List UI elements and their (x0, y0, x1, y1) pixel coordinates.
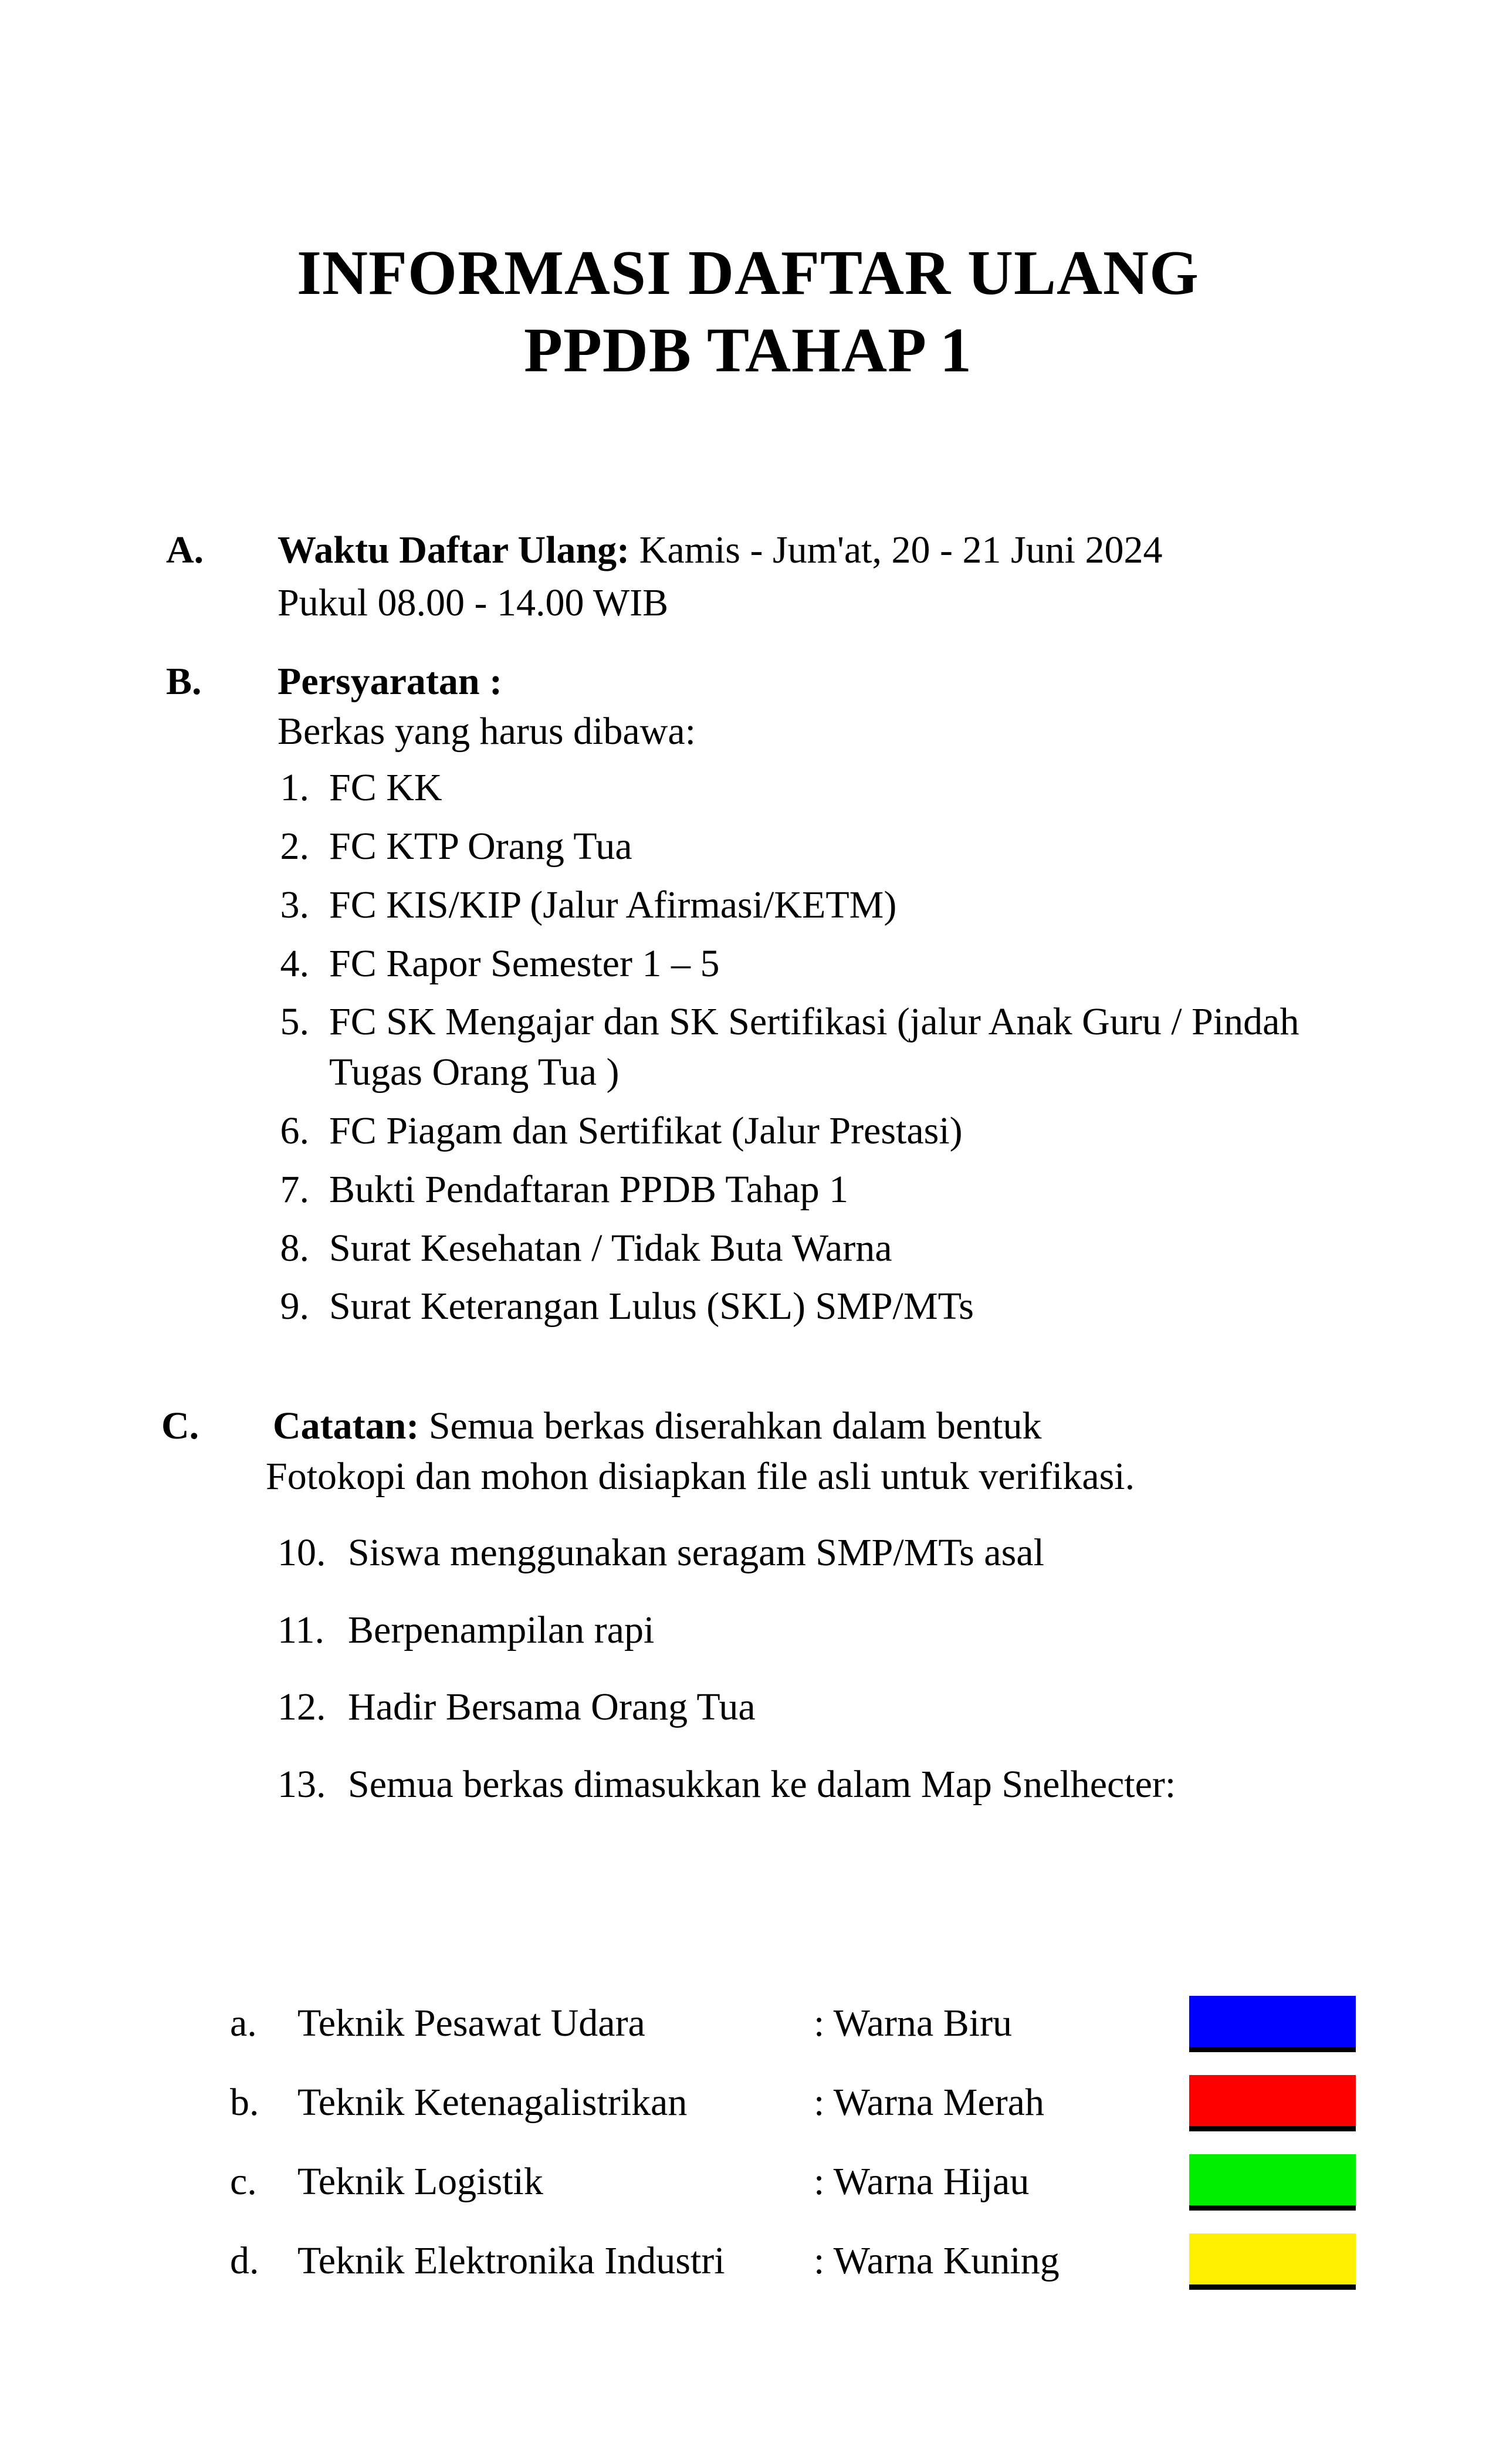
note-text: Berpenampilan rapi (348, 1608, 655, 1651)
note-item (273, 1682, 1402, 1732)
requirement-number: 4. (280, 942, 309, 985)
page-title-line-2: PPDB TAHAP 1 (523, 315, 973, 385)
requirement-item (277, 763, 1414, 813)
color-key-marker: c. (230, 2160, 257, 2204)
section-b (0, 656, 1496, 1332)
notes-list (273, 1528, 1402, 1810)
requirement-number: 1. (280, 766, 309, 810)
section-c-label: Catatan: (273, 1404, 419, 1448)
spacer-a-b (0, 628, 1496, 656)
section-a-body (277, 525, 1496, 628)
page-title (0, 235, 1496, 390)
color-key-list (0, 1984, 1496, 2301)
section-a-label: Waktu Daftar Ulang: (277, 529, 630, 571)
spacer-b-c (0, 1332, 1496, 1401)
note-item (273, 1759, 1402, 1810)
section-b-label: Persyaratan : (277, 659, 503, 703)
section-c-line-2: Fotokopi dan mohon disiapkan file asli untuk verifikasi. (266, 1454, 1135, 1498)
requirement-item (277, 939, 1414, 989)
note-item (273, 1605, 1402, 1656)
color-key-row (0, 2063, 1496, 2143)
color-key-program: Teknik Pesawat Udara (297, 2002, 645, 2045)
requirement-number: 6. (280, 1109, 309, 1152)
page-title-line-1: INFORMASI DAFTAR ULANG (296, 238, 1199, 308)
requirement-text: FC KTP Orang Tua (329, 824, 632, 868)
color-key-program: Teknik Elektronika Industri (297, 2239, 725, 2283)
requirement-text: Surat Keterangan Lulus (SKL) SMP/MTs (329, 1285, 974, 1328)
requirements-list (277, 763, 1414, 1332)
requirement-item (277, 1165, 1414, 1215)
note-text: Semua berkas dimasukkan ke dalam Map Snelhecter: (348, 1763, 1176, 1806)
section-c-value: Semua berkas diserahkan dalam bentuk (419, 1404, 1042, 1448)
requirement-text: FC KIS/KIP (Jalur Afirmasi/KETM) (329, 883, 897, 926)
requirement-text: FC Piagam dan Sertifikat (Jalur Prestasi) (329, 1109, 963, 1152)
requirement-number: 8. (280, 1226, 309, 1270)
color-key-label: : Warna Merah (814, 2081, 1044, 2124)
requirement-item (277, 1281, 1414, 1332)
color-key-label: : Warna Biru (814, 2002, 1013, 2045)
requirement-text: FC Rapor Semester 1 – 5 (329, 942, 720, 985)
requirement-number: 5. (280, 1000, 309, 1044)
requirement-number: 3. (280, 883, 309, 926)
note-number: 11. (277, 1608, 325, 1651)
color-key-program: Teknik Ketenagalistrikan (297, 2081, 688, 2124)
note-text: Hadir Bersama Orang Tua (348, 1685, 756, 1729)
requirement-item (277, 997, 1414, 1098)
requirement-number: 9. (280, 1285, 309, 1328)
requirement-text: Bukti Pendaftaran PPDB Tahap 1 (329, 1167, 849, 1211)
section-a-line-2: Pukul 08.00 - 14.00 WIB (277, 581, 669, 624)
requirement-item (277, 1223, 1414, 1274)
color-key-marker: d. (230, 2239, 259, 2283)
requirement-text: FC KK (329, 766, 442, 810)
note-number: 12. (277, 1685, 326, 1729)
requirement-number: 7. (280, 1167, 309, 1211)
section-c-line-1 (273, 1401, 1402, 1451)
note-number: 10. (277, 1531, 326, 1574)
requirement-item (277, 821, 1414, 872)
requirement-item (277, 880, 1414, 930)
section-b-letter: B. (166, 659, 202, 703)
note-text: Siswa menggunakan seragam SMP/MTs asal (348, 1531, 1044, 1574)
color-swatch-green (1189, 2154, 1356, 2211)
requirement-text: FC SK Mengajar dan SK Sertifikasi (jalur Anak Guru / Pindah Tugas Orang Tua ) (329, 1000, 1299, 1094)
section-a-line-1 (277, 525, 1414, 576)
color-key-marker: b. (230, 2081, 259, 2124)
color-swatch-red (1189, 2075, 1356, 2131)
section-a-letter: A. (166, 529, 204, 571)
document-body (0, 525, 1496, 1810)
color-key-program: Teknik Logistik (297, 2160, 543, 2204)
section-a (0, 525, 1496, 628)
section-c (0, 1401, 1496, 1810)
section-c-body (266, 1401, 1496, 1810)
requirement-item (277, 1106, 1414, 1156)
note-item (273, 1528, 1402, 1578)
section-b-intro: Berkas yang harus dibawa: (277, 710, 696, 753)
section-c-letter: C. (161, 1404, 199, 1448)
color-swatch-yellow (1189, 2233, 1356, 2290)
color-key-marker: a. (230, 2002, 257, 2045)
requirement-number: 2. (280, 824, 309, 868)
color-key-row (0, 2143, 1496, 2222)
color-key-row (0, 1984, 1496, 2063)
color-key-label: : Warna Kuning (814, 2239, 1060, 2283)
section-b-body (277, 656, 1496, 1332)
section-a-value: Kamis - Jum'at, 20 - 21 Juni 2024 (629, 529, 1163, 571)
color-key-label: : Warna Hijau (814, 2160, 1030, 2204)
note-number: 13. (277, 1763, 326, 1806)
color-swatch-blue (1189, 1996, 1356, 2052)
color-key-row (0, 2222, 1496, 2301)
requirement-text: Surat Kesehatan / Tidak Buta Warna (329, 1226, 892, 1270)
